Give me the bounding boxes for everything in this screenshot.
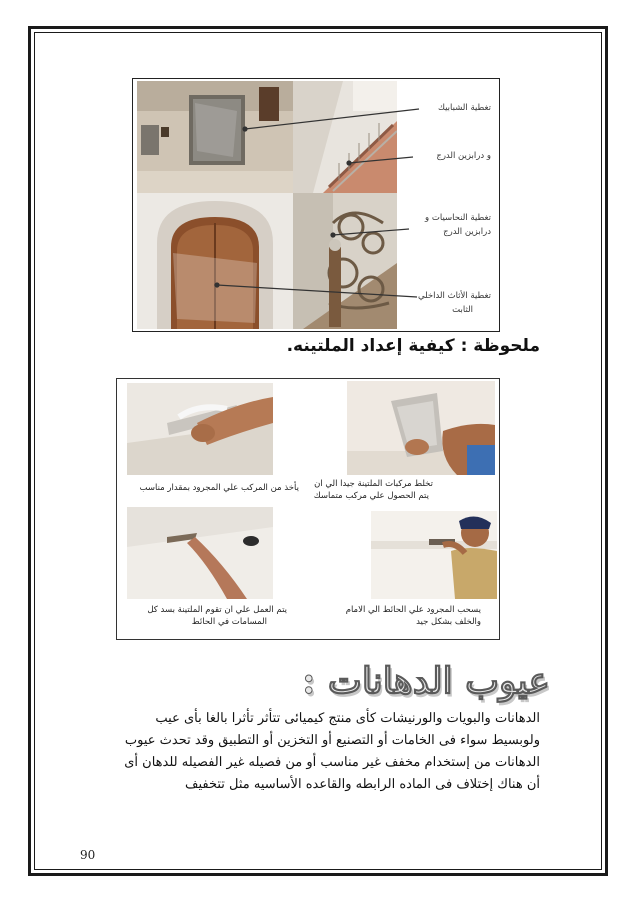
note-title: ملحوظة : كيفية إعداد الملتينه. — [286, 336, 540, 356]
top-figure — [132, 78, 500, 332]
label-copper: تغطية النحاسيات و — [425, 213, 491, 223]
caption-pull-1: يسحب المجرود علي الحائط الي الامام — [345, 605, 481, 615]
label-furniture-2: الثابت — [452, 305, 473, 315]
photo-take-compound — [127, 383, 273, 475]
body-paragraph — [110, 708, 540, 796]
caption-take: يأخذ من المركب علي المجرود بمقدار مناسب — [139, 483, 299, 493]
plaster-steps-figure — [116, 378, 500, 640]
body-line-2: ولوبسيط سواء فى الخامات أو التصنيع أو التخزين أو التطبيق وقد تحدث عيوب — [124, 733, 540, 748]
label-furniture-1: تغطية الأثاث الداخلي — [417, 291, 491, 301]
caption-pull-2: والخلف بشكل جيد — [416, 617, 481, 627]
caption-work-1: يتم العمل علي ان تقوم الملتينة بسد كل — [147, 605, 287, 615]
photo-fill-pores — [127, 507, 273, 599]
caption-mix-1: تخلط مركبات الملتينة جيدا الي ان — [314, 479, 433, 489]
section-heading: عيوب الدهانات : — [302, 660, 550, 702]
label-stairs-rail: و درابزين الدرج — [436, 151, 491, 161]
caption-mix-2: يتم الحصول علي مركب متماسك — [313, 491, 429, 501]
body-line-3: الدهانات من إستخدام مخفف غير مناسب أو من فصيله غير الفصيله للدهان أى — [124, 755, 540, 770]
label-stairs-rail-2: درابزين الدرج — [443, 227, 491, 237]
body-line-1: الدهانات والبويات والورنيشات كأى منتج كيميائى تتأثر تأثرا بالغا بأى عيب — [155, 711, 540, 726]
caption-work-2: المسامات في الحائط — [191, 617, 267, 627]
label-windows: تغطية الشبابيك — [437, 103, 491, 113]
photo-mix-compound — [347, 381, 495, 475]
page-number: 90 — [80, 848, 96, 862]
body-line-4: أن هناك إختلاف فى الماده الرابطه والقاعده الأساسيه مثل تتخفيف — [185, 777, 540, 792]
photo-pull-trowel — [371, 511, 497, 599]
